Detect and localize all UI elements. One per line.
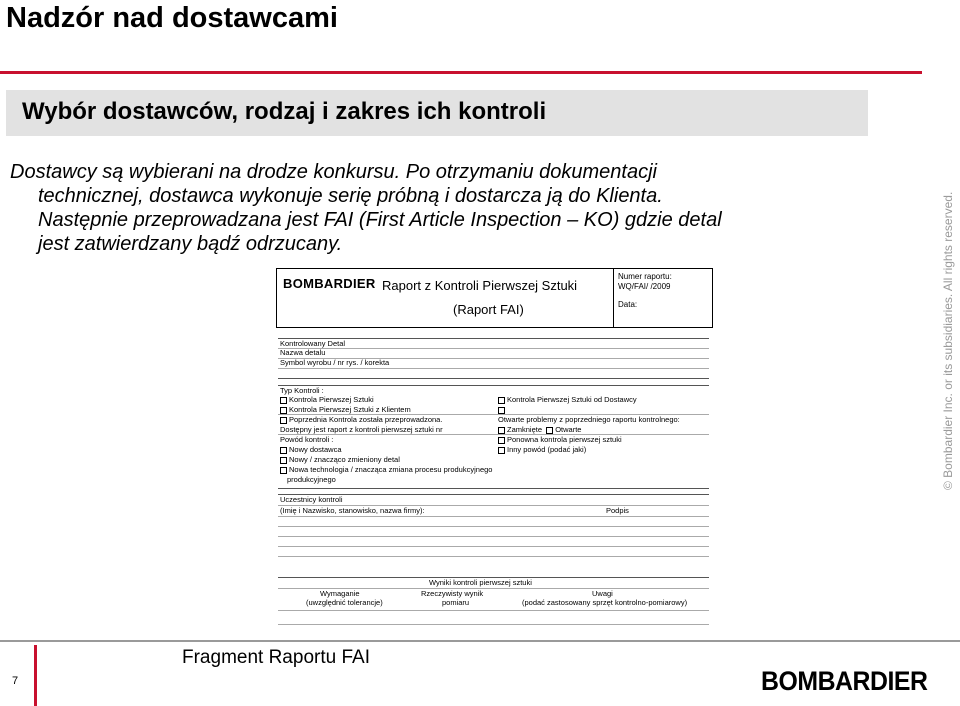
subtitle-bar <box>6 90 868 136</box>
report-number-label: Numer raportu: <box>618 272 672 281</box>
checkbox-icon <box>280 407 287 414</box>
notes-sub-label: (podać zastosowany sprzęt kontrolno-pomiarowy) <box>522 598 688 607</box>
checkbox-icon <box>546 427 553 434</box>
slide-number-box <box>0 645 37 706</box>
section-rule <box>278 378 709 379</box>
option-other-reason-label: Inny powód (podać jaki) <box>507 445 587 454</box>
option-first-piece-client-label: Kontrola Pierwszej Sztuki z Klientem <box>289 405 411 414</box>
requirement-label: Wymaganie <box>320 589 360 598</box>
participants-label: Uczestnicy kontroli <box>280 495 343 504</box>
row-rule <box>278 434 709 435</box>
report-subtitle: (Raport FAI) <box>453 302 524 317</box>
row-rule <box>278 546 709 547</box>
control-type-label: Typ Kontroli : <box>280 386 324 395</box>
section-rule <box>278 488 709 489</box>
row-rule <box>278 624 709 625</box>
body-line-3: Następnie przeprowadzana jest FAI (First Article Inspection – KO) gdzie detal <box>38 209 722 231</box>
option-first-piece-label: Kontrola Pierwszej Sztuki <box>289 395 374 404</box>
control-reason-label: Powód kontroli : <box>280 435 334 444</box>
product-symbol-label: Symbol wyrobu / nr rys. / korekta <box>280 358 390 367</box>
option-first-piece <box>280 395 374 404</box>
participants-fields-label: (Imię i Nazwisko, stanowisko, nazwa firmy): <box>280 506 425 515</box>
checkbox-icon <box>280 467 287 474</box>
actual-result-label: Rzeczywisty wynik <box>421 589 484 598</box>
notes-label: Uwagi <box>592 589 613 598</box>
body-paragraph <box>10 160 890 256</box>
option-closed <box>498 425 581 434</box>
fai-report-image <box>276 268 713 634</box>
slide-subtitle: Wybór dostawców, rodzaj i zakres ich kontroli <box>22 98 547 125</box>
option-first-piece-supplier <box>498 395 637 404</box>
body-line-4: jest zatwierdzany bądź odrzucany. <box>38 233 343 255</box>
option-open-label: Otwarte <box>555 425 582 434</box>
checkbox-icon <box>280 397 287 404</box>
open-problems-label: Otwarte problemy z poprzedniego raportu kontrolnego: <box>498 415 680 424</box>
checkbox-icon <box>280 447 287 454</box>
part-name-label: Nazwa detalu <box>280 348 326 357</box>
figure-caption: Fragment Raportu FAI <box>182 647 370 668</box>
slide-title: Nadzór nad dostawcami <box>6 2 338 34</box>
signature-label: Podpis <box>606 506 629 515</box>
option-previous-done-label: Poprzednia Kontrola została przeprowadzona. <box>289 415 443 424</box>
results-label: Wyniki kontroli pierwszej sztuki <box>429 578 532 587</box>
option-other-reason <box>498 445 586 454</box>
row-rule <box>278 368 709 369</box>
row-rule <box>278 610 709 611</box>
row-rule <box>278 516 709 517</box>
requirement-sub-label: (uwzględnić tolerancje) <box>306 598 383 607</box>
controlled-detail-label: Kontrolowany Detal <box>280 339 346 348</box>
header-divider <box>613 269 614 327</box>
section-rule <box>278 385 709 386</box>
option-first-piece-supplier-label: Kontrola Pierwszej Sztuki od Dostawcy <box>507 395 637 404</box>
checkbox-icon <box>498 427 505 434</box>
option-closed-label: Zamknięte <box>507 425 543 434</box>
report-date-label: Data: <box>618 300 638 309</box>
option-new-supplier <box>280 445 342 454</box>
report-number-value: WQ/FAI/ /2009 <box>618 282 671 291</box>
row-rule <box>278 348 709 349</box>
checkbox-icon <box>498 407 505 414</box>
checkbox-icon <box>280 457 287 464</box>
option-new-changed <box>280 455 400 464</box>
copyright-text: © Bombardier Inc. or its subsidiaries. All rights reserved. <box>941 191 955 490</box>
report-logo: BOMBARDIER <box>283 276 376 291</box>
row-rule <box>278 536 709 537</box>
option-new-changed-label: Nowy / znacząco zmieniony detal <box>289 455 400 464</box>
checkbox-icon <box>498 437 505 444</box>
option-first-piece-client <box>280 405 411 414</box>
title-divider <box>0 71 922 74</box>
option-new-tech-label: Nowa technologia / znacząca zmiana procesu produkcyjnego <box>289 465 493 474</box>
slide-number: 7 <box>12 675 19 687</box>
checkbox-icon <box>280 417 287 424</box>
option-blank <box>498 405 507 414</box>
option-repeat-control-label: Ponowna kontrola pierwszej sztuki <box>507 435 622 444</box>
option-previous-done <box>280 415 442 424</box>
row-rule <box>278 556 709 557</box>
footer-divider <box>0 640 960 642</box>
option-new-tech-cont: produkcyjnego <box>287 475 336 484</box>
body-line-1: Dostawcy są wybierani na drodze konkursu. Po otrzymaniu dokumentacji <box>10 161 657 183</box>
checkbox-icon <box>498 397 505 404</box>
option-new-tech <box>280 465 492 474</box>
report-title: Raport z Kontroli Pierwszej Sztuki <box>382 278 578 293</box>
brand-logo: BOMBARDIER <box>761 666 928 696</box>
row-rule <box>278 526 709 527</box>
actual-result-sub-label: pomiaru <box>442 598 470 607</box>
option-repeat-control <box>498 435 622 444</box>
option-new-supplier-label: Nowy dostawca <box>289 445 342 454</box>
body-line-2: technicznej, dostawca wykonuje serię próbną i dostarcza ją do Klienta. <box>38 185 663 207</box>
previous-report-label: Dostępny jest raport z kontroli pierwszej sztuki nr <box>280 425 443 434</box>
checkbox-icon <box>498 447 505 454</box>
report-header <box>276 268 713 328</box>
